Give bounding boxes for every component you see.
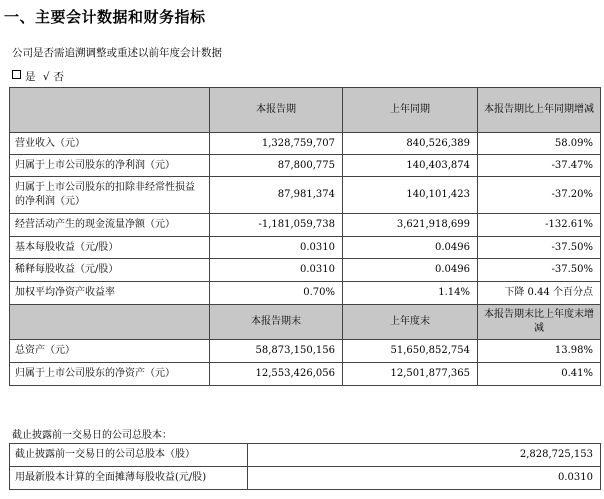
section-heading: 一、主要会计数据和财务指标	[4, 8, 206, 26]
table-cell: 0.0310	[248, 467, 601, 490]
table-cell: 本报告期末比上年度末增减	[478, 305, 601, 340]
table-cell: 140,101,423	[343, 177, 478, 214]
table-cell: 12,553,426,056	[210, 363, 343, 386]
table-cell: 0.70%	[210, 282, 343, 305]
table-row	[10, 467, 601, 490]
table-row	[10, 340, 601, 363]
total-share-capital-subtitle: 截止披露前一交易日的公司总股本：	[12, 430, 172, 441]
table-cell: 87,800,775	[210, 155, 343, 177]
table-cell: 12,501,877,365	[343, 363, 478, 386]
table-cell	[10, 88, 210, 133]
table-cell: 0.0496	[343, 237, 478, 259]
table-row	[10, 282, 601, 305]
table-cell: 本报告期末	[210, 305, 343, 340]
restatement-question: 公司是否需追溯调整或重述以前年度会计数据	[12, 47, 222, 59]
check-mark-icon: √	[42, 71, 50, 83]
table-cell: 下降 0.44 个百分点	[478, 282, 601, 305]
table-cell: -37.50%	[478, 259, 601, 282]
table-row	[10, 133, 601, 155]
table-cell: 营业收入（元）	[10, 133, 210, 155]
table-cell: 用最新股本计算的全面摊薄每股收益(元/股)	[10, 467, 248, 490]
table-cell: 87,981,374	[210, 177, 343, 214]
table-cell: 0.0310	[210, 237, 343, 259]
table-cell: -1,181,059,738	[210, 214, 343, 237]
table-cell: 本报告期比上年同期增减	[478, 88, 601, 133]
table-cell: 0.0496	[343, 259, 478, 282]
table-cell: 140,403,874	[343, 155, 478, 177]
table-cell: 归属于上市公司股东的扣除非经常性损益的净利润（元）	[10, 177, 210, 214]
restatement-answer	[12, 69, 68, 84]
answer-yes: 是	[25, 71, 36, 83]
table-cell: 0.0310	[210, 259, 343, 282]
table-row	[10, 259, 601, 282]
table-cell: 0.41%	[478, 363, 601, 386]
table-cell: 经营活动产生的现金流量净额（元）	[10, 214, 210, 237]
table-cell: -37.20%	[478, 177, 601, 214]
table-cell: 51,650,852,754	[343, 340, 478, 363]
table-cell: 基本每股收益（元/股）	[10, 237, 210, 259]
table-cell: 总资产（元）	[10, 340, 210, 363]
table-cell: 稀释每股收益（元/股）	[10, 259, 210, 282]
answer-no: 否	[53, 71, 65, 83]
checkbox-icon	[12, 70, 21, 79]
table-row	[10, 177, 601, 214]
table-cell: 1.14%	[343, 282, 478, 305]
table-row	[10, 155, 601, 177]
table-row	[10, 237, 601, 259]
table-cell: 3,621,918,699	[343, 214, 478, 237]
table-cell: 13.98%	[478, 340, 601, 363]
table-header-row	[10, 305, 601, 340]
table-cell: 58.09%	[478, 133, 601, 155]
table-cell: 840,526,389	[343, 133, 478, 155]
table-cell: 归属于上市公司股东的净利润（元）	[10, 155, 210, 177]
table-cell: -37.50%	[478, 237, 601, 259]
table-cell: 2,828,725,153	[248, 444, 601, 467]
table-cell: -37.47%	[478, 155, 601, 177]
table-cell	[10, 305, 210, 340]
table-cell: 截止披露前一交易日的公司总股本（股）	[10, 444, 248, 467]
table-cell: 58,873,150,156	[210, 340, 343, 363]
table-cell: -132.61%	[478, 214, 601, 237]
table-header-row	[10, 88, 601, 133]
table-cell: 加权平均净资产收益率	[10, 282, 210, 305]
table-row	[10, 214, 601, 237]
table-cell: 1,328,759,707	[210, 133, 343, 155]
table-cell: 本报告期	[210, 88, 343, 133]
table-row	[10, 444, 601, 467]
table-cell: 上年度末	[343, 305, 478, 340]
table-cell: 上年同期	[343, 88, 478, 133]
table-row	[10, 363, 601, 386]
share-capital-table	[9, 443, 601, 490]
table-cell: 归属于上市公司股东的净资产（元）	[10, 363, 210, 386]
financial-indicators-table	[9, 87, 601, 386]
